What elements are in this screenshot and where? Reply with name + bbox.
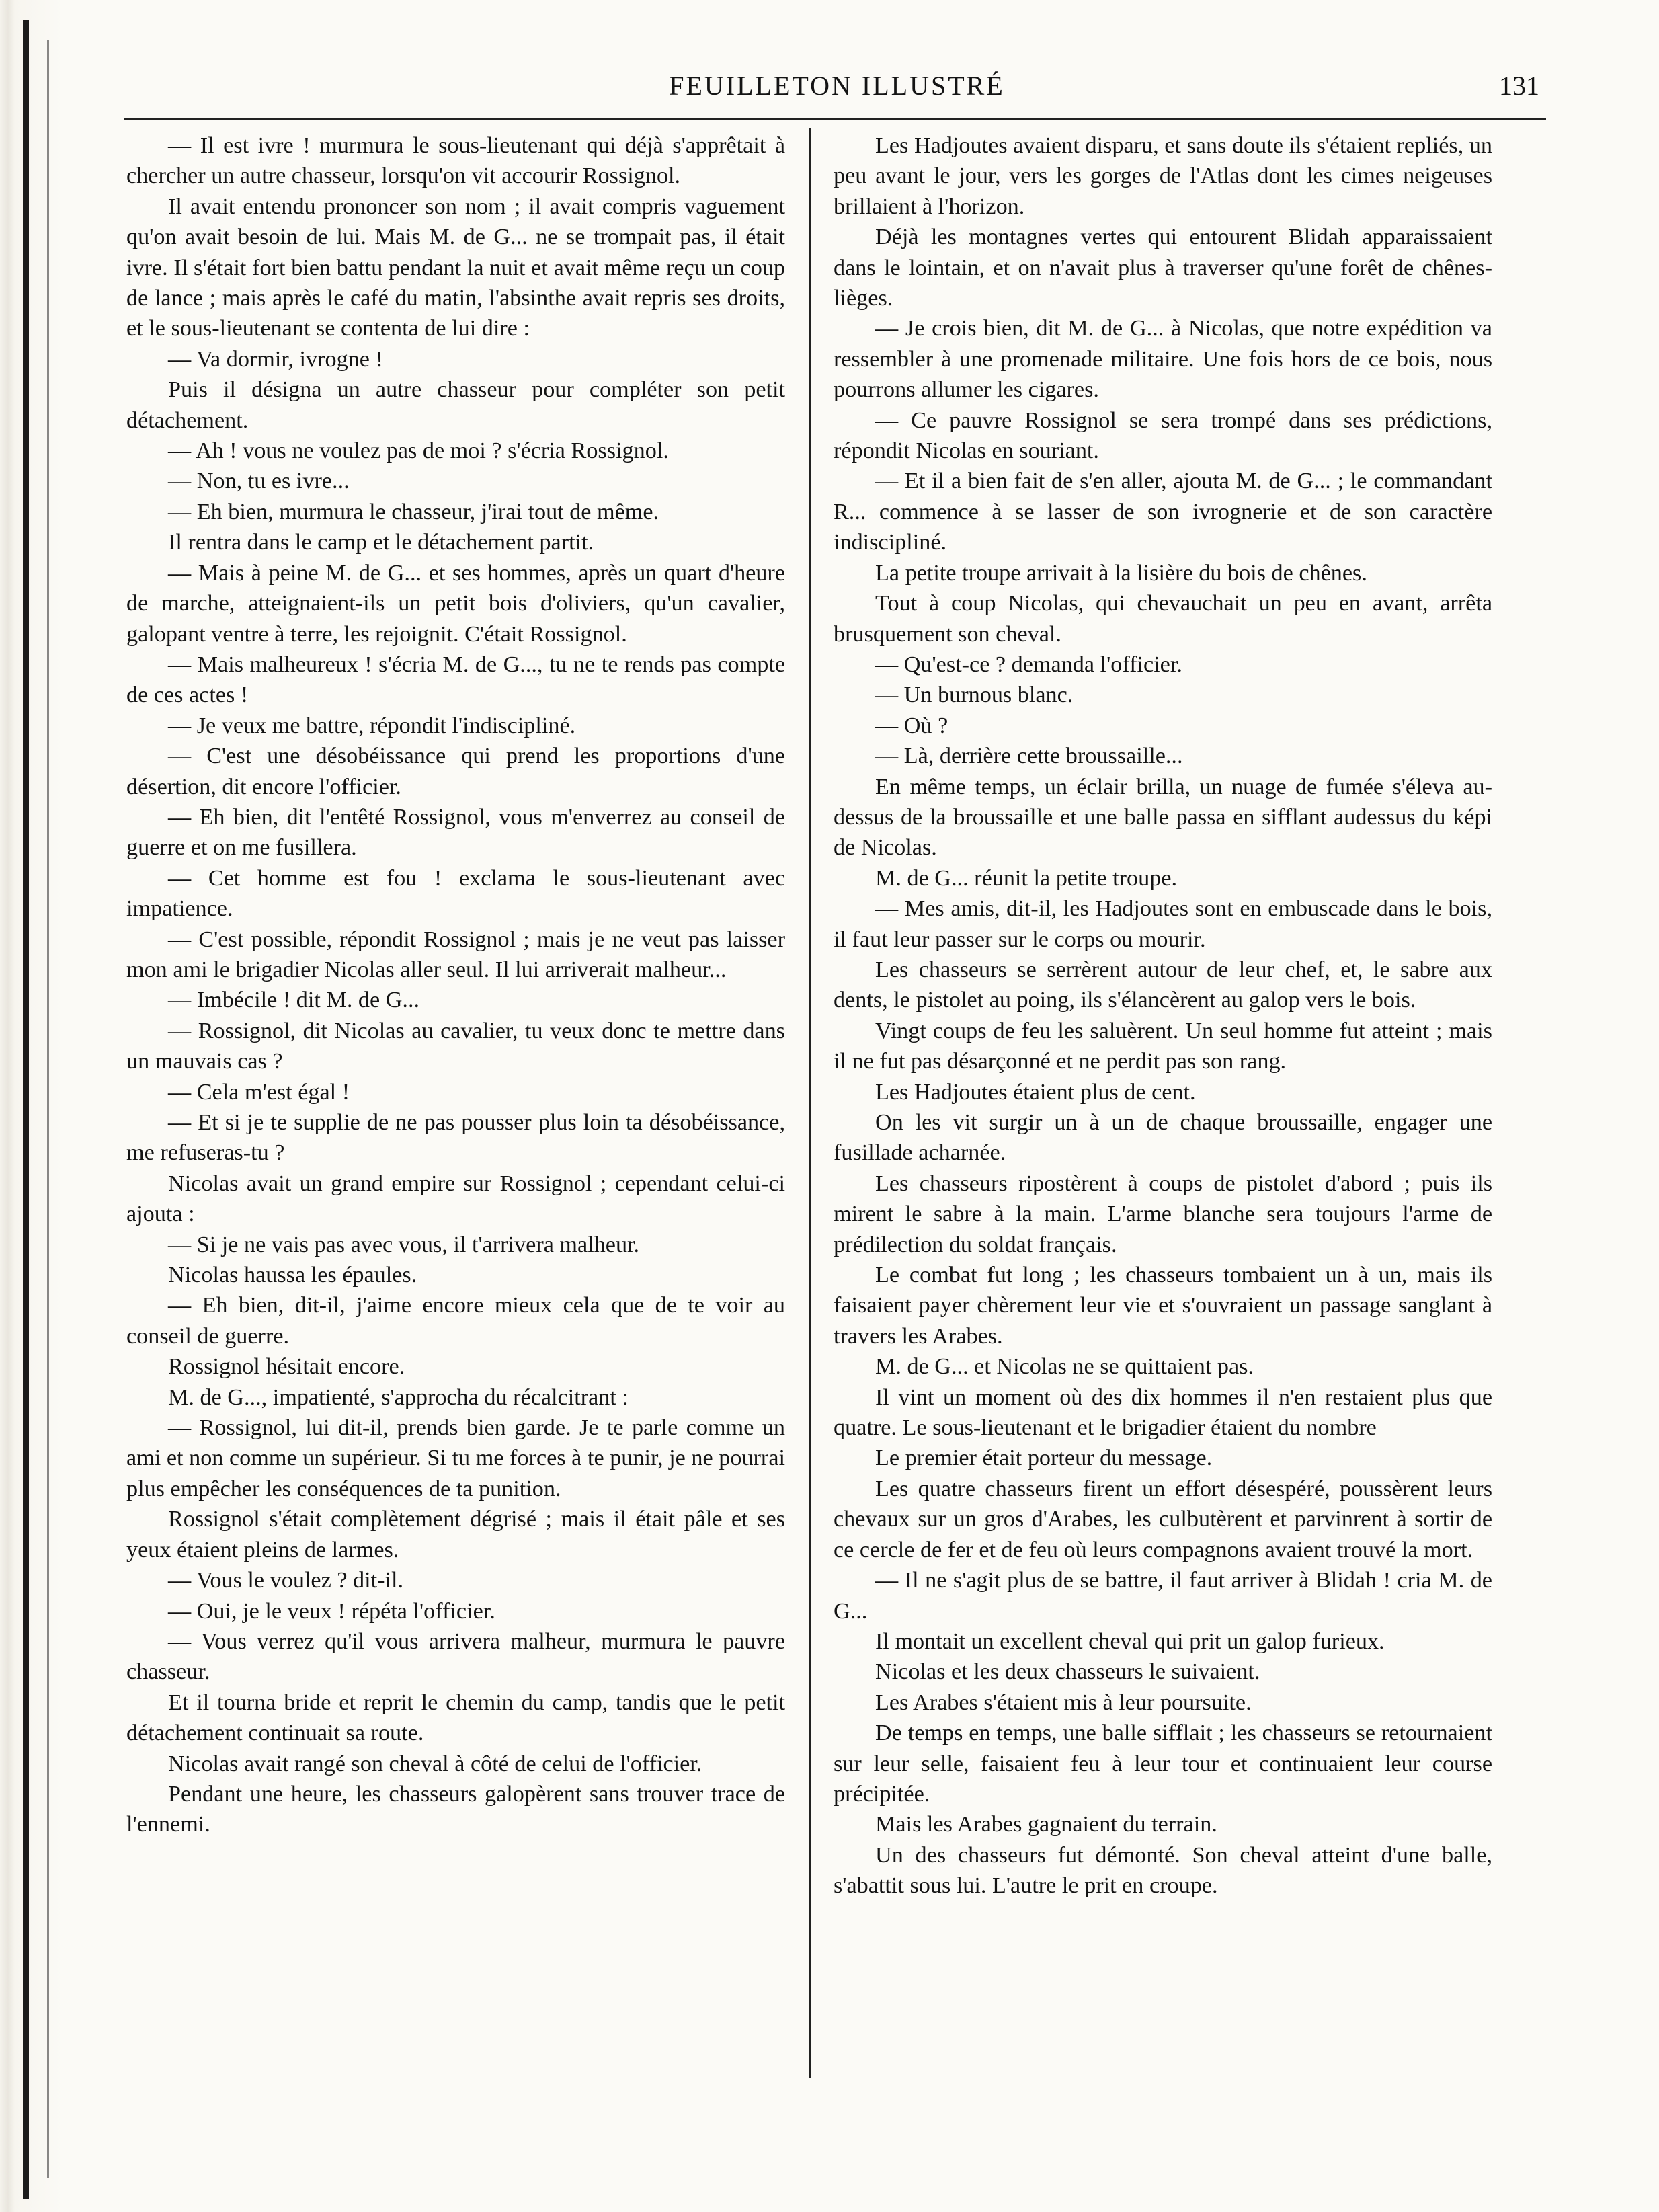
paragraph: M. de G... réunit la petite troupe. bbox=[875, 865, 1178, 891]
paragraph: — Oui, je le veux ! répéta l'officier. bbox=[168, 1598, 495, 1624]
paragraph: — Il ne s'agit plus de se battre, il faut arriver à Blidah ! cria M. de G... bbox=[834, 1568, 1492, 1624]
paragraph: Pendant une heure, les chasseurs galopèrent sans trouver trace de l'ennemi. bbox=[126, 1781, 785, 1838]
right-column bbox=[834, 130, 1492, 1901]
column-rule bbox=[809, 128, 811, 2078]
paragraph: — Rossignol, dit Nicolas au cavalier, tu veux donc te mettre dans un mauvais cas ? bbox=[126, 1018, 785, 1074]
paragraph: — Cet homme est fou ! exclama le sous-lieutenant avec impatience. bbox=[126, 865, 785, 922]
binding-edge bbox=[23, 20, 29, 2199]
paragraph: Les quatre chasseurs firent un effort désespéré, poussèrent leurs chevaux sur un gros d'Arabes, les culbutèrent et parvinrent à sortir de ce cercle de fer et de feu où leurs compagnons avaient trouvé la mort. bbox=[834, 1476, 1492, 1563]
header-rule bbox=[124, 118, 1546, 120]
paragraph: — Vous le voulez ? dit-il. bbox=[168, 1568, 404, 1593]
paragraph: Le premier était porteur du message. bbox=[875, 1446, 1213, 1471]
paragraph: — Imbécile ! dit M. de G... bbox=[168, 988, 420, 1013]
paragraph: Il rentra dans le camp et le détachement partit. bbox=[168, 530, 594, 555]
paragraph: Mais les Arabes gagnaient du terrain. bbox=[875, 1812, 1217, 1838]
paragraph: — Si je ne vais pas avec vous, il t'arrivera malheur. bbox=[168, 1232, 640, 1257]
paragraph: — Ce pauvre Rossignol se sera trompé dans ses prédictions, répondit Nicolas en souriant. bbox=[834, 407, 1492, 464]
paragraph: — Eh bien, dit-il, j'aime encore mieux cela que de te voir au conseil de guerre. bbox=[126, 1293, 785, 1349]
paragraph: — Qu'est-ce ? demanda l'officier. bbox=[875, 651, 1182, 677]
paragraph: — C'est possible, répondit Rossignol ; mais je ne veut pas laisser mon ami le brigadier Nicolas aller seul. Il lui arriverait malheur... bbox=[126, 926, 785, 982]
paragraph: Le combat fut long ; les chasseurs tombaient un à un, mais ils faisaient payer chèrement leur vie et s'ouvraient un passage sanglant à travers les Arabes. bbox=[834, 1263, 1492, 1349]
paragraph: — Eh bien, murmura le chasseur, j'irai tout de même. bbox=[168, 499, 659, 524]
paragraph: — Je crois bien, dit M. de G... à Nicolas, que notre expédition va ressembler à une promenade militaire. Une fois hors de ce bois, nous pourrons allumer les cigares. bbox=[834, 316, 1492, 403]
left-column bbox=[126, 130, 785, 1840]
paragraph: Il montait un excellent cheval qui prit un galop furieux. bbox=[875, 1628, 1385, 1654]
paragraph: Les Hadjoutes étaient plus de cent. bbox=[875, 1079, 1196, 1105]
paragraph: On les vit surgir un à un de chaque broussaille, engager une fusillade acharnée. bbox=[834, 1110, 1492, 1166]
paragraph: — Un burnous blanc. bbox=[875, 682, 1074, 708]
page-number: 131 bbox=[1499, 71, 1539, 101]
binding-edge-inner bbox=[47, 40, 49, 2178]
paragraph: — Mais à peine M. de G... et ses hommes, après un quart d'heure de marche, atteignaient-ils un petit bois d'oliviers, qu'un cavalier, galopant ventre à terre, les rejoignit. C'était Rossignol. bbox=[126, 560, 785, 647]
paragraph: Nicolas et les deux chasseurs le suivaient. bbox=[875, 1659, 1260, 1685]
paragraph: Les chasseurs ripostèrent à coups de pistolet d'abord ; puis ils mirent le sabre à la main. L'arme blanche sera toujours l'arme de prédilection du soldat français. bbox=[834, 1171, 1492, 1257]
paragraph: Les Hadjoutes avaient disparu, et sans doute ils s'étaient repliés, un peu avant le jour, vers les gorges de l'Atlas dont les cimes neigeuses brillaient à l'horizon. bbox=[834, 133, 1492, 219]
paragraph: — Non, tu es ivre... bbox=[168, 469, 350, 494]
paragraph: — Ah ! vous ne voulez pas de moi ? s'écria Rossignol. bbox=[168, 438, 669, 464]
paragraph: M. de G..., impatienté, s'approcha du récalcitrant : bbox=[168, 1384, 629, 1410]
paragraph: Nicolas haussa les épaules. bbox=[168, 1263, 417, 1288]
paragraph: Déjà les montagnes vertes qui entourent Blidah apparaissaient dans le lointain, et on n'avait plus à traverser qu'une forêt de chênes-lièges. bbox=[834, 225, 1492, 311]
running-title: FEUILLETON ILLUSTRÉ bbox=[669, 71, 1005, 101]
paragraph: — Mais malheureux ! s'écria M. de G..., tu ne te rends pas compte de ces actes ! bbox=[126, 651, 785, 708]
paragraph: En même temps, un éclair brilla, un nuage de fumée s'éleva au-dessus de la broussaille et une balle passa en sifflant audessus du képi de Nicolas. bbox=[834, 774, 1492, 861]
paragraph: De temps en temps, une balle sifflait ; les chasseurs se retournaient sur leur selle, faisaient feu à leur tour et continuaient leur course précipitée. bbox=[834, 1721, 1492, 1807]
paragraph: M. de G... et Nicolas ne se quittaient pas. bbox=[875, 1354, 1254, 1380]
paragraph: — Où ? bbox=[875, 713, 948, 738]
paragraph: — Il est ivre ! murmura le sous-lieutenant qui déjà s'apprêtait à chercher un autre chasseur, lorsqu'on vit accourir Rossignol. bbox=[126, 133, 785, 189]
paragraph: — Et si je te supplie de ne pas pousser plus loin ta désobéissance, me refuseras-tu ? bbox=[126, 1110, 785, 1166]
paragraph: Un des chasseurs fut démonté. Son cheval atteint d'une balle, s'abattit sous lui. L'autre le prit en croupe. bbox=[834, 1842, 1492, 1899]
paragraph: Nicolas avait un grand empire sur Rossignol ; cependant celui-ci ajouta : bbox=[126, 1171, 785, 1227]
paragraph: — Mes amis, dit-il, les Hadjoutes sont en embuscade dans le bois, il faut leur passer sur le corps ou mourir. bbox=[834, 896, 1492, 952]
paragraph: Rossignol s'était complètement dégrisé ; mais il était pâle et ses yeux étaient pleins de larmes. bbox=[126, 1507, 785, 1563]
paragraph: Tout à coup Nicolas, qui chevauchait un peu en avant, arrêta brusquement son cheval. bbox=[834, 591, 1492, 647]
paragraph: Rossignol hésitait encore. bbox=[168, 1354, 405, 1380]
paragraph: Nicolas avait rangé son cheval à côté de celui de l'officier. bbox=[168, 1751, 702, 1776]
paragraph: Il avait entendu prononcer son nom ; il avait compris vaguement qu'on avait besoin de lui. Mais M. de G... ne se trompait pas, il était ivre. Il s'était fort bien battu pendant la nuit et avait même reçu un coup de lance ; mais après le café du matin, l'absinthe avait repris ses droits, et le sous-lieutenant se contenta de lui dire : bbox=[126, 194, 785, 342]
paragraph: — Rossignol, lui dit-il, prends bien garde. Je te parle comme un ami et non comme un supérieur. Si tu me forces à te punir, je ne pourrai plus empêcher les conséquences de ta punition. bbox=[126, 1415, 785, 1501]
paragraph: — Va dormir, ivrogne ! bbox=[168, 346, 383, 372]
page-spine-shadow bbox=[0, 0, 64, 2212]
paragraph: — Cela m'est égal ! bbox=[168, 1079, 350, 1105]
paragraph: — Vous verrez qu'il vous arrivera malheur, murmura le pauvre chasseur. bbox=[126, 1628, 785, 1685]
paragraph: — Et il a bien fait de s'en aller, ajouta M. de G... ; le commandant R... commence à se lasser de son ivrognerie et de son caractère indiscipliné. bbox=[834, 469, 1492, 555]
paragraph: — Là, derrière cette broussaille... bbox=[875, 744, 1183, 769]
paragraph: — C'est une désobéissance qui prend les proportions d'une désertion, dit encore l'officier. bbox=[126, 744, 785, 799]
paragraph: Les chasseurs se serrèrent autour de leur chef, et, le sabre aux dents, le pistolet au poing, ils s'élancèrent au galop vers le bois. bbox=[834, 957, 1492, 1013]
paragraph: Puis il désigna un autre chasseur pour compléter son petit détachement. bbox=[126, 377, 785, 433]
paragraph: — Eh bien, dit l'entêté Rossignol, vous m'enverrez au conseil de guerre et on me fusillera. bbox=[126, 804, 785, 861]
paragraph: Il vint un moment où des dix hommes il n'en restaient plus que quatre. Le sous-lieutenant et le brigadier étaient du nombre bbox=[834, 1384, 1492, 1441]
paragraph: Les Arabes s'étaient mis à leur poursuite. bbox=[875, 1690, 1252, 1715]
paragraph: Et il tourna bride et reprit le chemin du camp, tandis que le petit détachement continuait sa route. bbox=[126, 1690, 785, 1746]
paragraph: La petite troupe arrivait à la lisière du bois de chênes. bbox=[875, 560, 1367, 586]
paragraph: Vingt coups de feu les saluèrent. Un seul homme fut atteint ; mais il ne fut pas désarçonné et ne perdit pas son rang. bbox=[834, 1018, 1492, 1074]
page-header bbox=[134, 67, 1539, 108]
paragraph: — Je veux me battre, répondit l'indiscipliné. bbox=[168, 713, 576, 738]
